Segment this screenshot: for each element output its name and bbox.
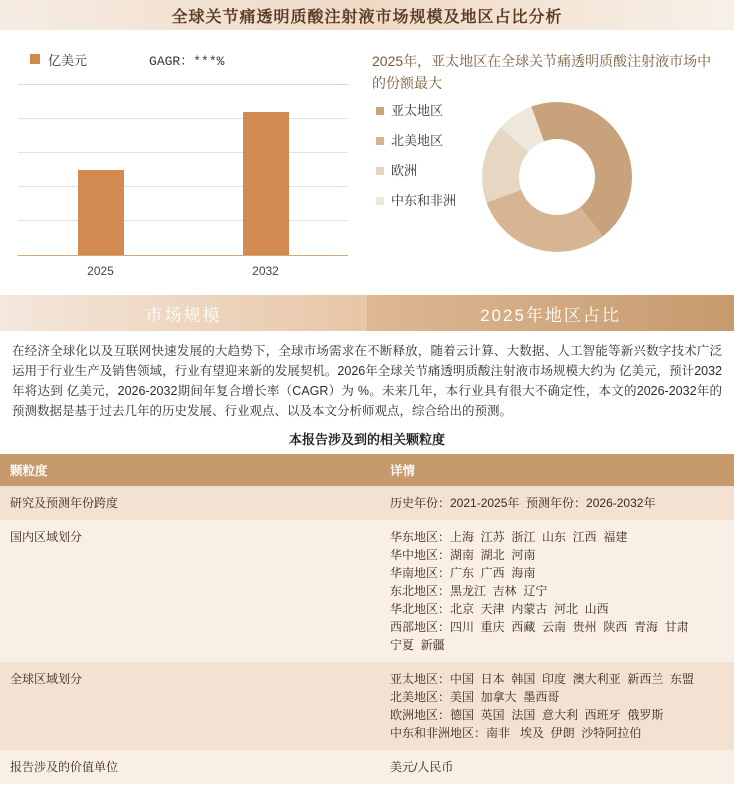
legend-swatch-icon [376, 107, 384, 115]
xtick-label: 2032 [252, 264, 279, 278]
detail-line: 华北地区：北京 天津 内蒙古 河北 山西 [390, 602, 609, 616]
legend-swatch-icon [376, 137, 384, 145]
donut-hole [519, 139, 595, 215]
detail-line: 西部地区：四川 重庆 西藏 云南 贵州 陕西 青海 甘肃 [390, 620, 689, 634]
page-title: 全球关节痛透明质酸注射液市场规模及地区占比分析 [171, 8, 563, 26]
table-cell-label: 国内区域划分 [0, 520, 380, 662]
table-cell-detail [380, 520, 734, 662]
bar-2032 [243, 112, 289, 255]
table-body [0, 486, 734, 784]
donut-body [366, 102, 734, 252]
legend-item [376, 132, 476, 150]
table-cell-label: 研究及预测年份跨度 [0, 486, 380, 520]
detail-line: 华南地区：广东 广西 海南 [390, 566, 536, 580]
bar-chart-xaxis [18, 264, 348, 278]
donut-chart [482, 102, 632, 252]
bar-chart-panel [0, 30, 366, 295]
banner-left-label: 市场规模 [0, 295, 367, 331]
detail-line: 东北地区：黑龙江 吉林 辽宁 [390, 584, 548, 598]
table-row [0, 750, 734, 784]
legend-item-label: 中东和非洲 [391, 193, 457, 208]
donut-chart-panel [366, 30, 734, 295]
detail-line: 华中地区：湖南 湖北 河南 [390, 548, 536, 562]
visual-row [0, 30, 734, 295]
table-cell-label: 全球区域划分 [0, 662, 380, 750]
table-header-cell: 颗粒度 [0, 454, 380, 486]
bar-chart-legend [0, 40, 366, 70]
bar-series [18, 85, 348, 255]
legend-item-label: 亚太地区 [391, 103, 444, 118]
banner-right-label: 2025年地区占比 [367, 295, 734, 331]
granularity-table [0, 454, 734, 784]
legend-item [376, 102, 476, 120]
table-cell-detail [380, 486, 734, 520]
gagr-annotation: GAGR：***% [149, 53, 225, 69]
table-header-row [0, 454, 734, 486]
detail-line: 美元/人民币 [390, 760, 454, 774]
table-cell-label: 报告涉及的价值单位 [0, 750, 380, 784]
table-row [0, 520, 734, 662]
detail-line: 中东和非洲地区：南非 埃及 伊朗 沙特阿拉伯 [390, 726, 642, 740]
legend-swatch-icon [376, 197, 384, 205]
legend-swatch-icon [30, 54, 40, 64]
legend-item-label: 北美地区 [391, 133, 444, 148]
table-header-cell: 详情 [380, 454, 734, 486]
table-row [0, 486, 734, 520]
legend-item [376, 162, 476, 180]
bar-legend-label: 亿美元 [48, 52, 88, 68]
legend-swatch-icon [376, 167, 384, 175]
detail-line: 历史年份：2021-2025年 预测年份：2026-2032年 [390, 496, 656, 510]
donut-headline: 2025年，亚太地区在全球关节痛透明质酸注射液市场中的份额最大 [372, 53, 712, 91]
detail-line: 欧洲地区：德国 英国 法国 意大利 西班牙 俄罗斯 [390, 708, 664, 722]
detail-line: 亚太地区：中国 日本 韩国 印度 澳大利亚 新西兰 东盟 [390, 672, 695, 686]
summary-paragraph: 在经济全球化以及互联网快速发展的大趋势下，全球市场需求在不断释放，随着云计算、大数据、人工智能等新兴数字技术广泛运用于行业生产及销售领域，行业有望迎来新的发展契机。2026年全球关节痛透明质酸注射液市场规模大约为 亿美元，预计2032年将达到 亿美元，2026-2032期间年复合增长率（CAGR）为 %。未来几年，本行业具有很大不确定性，本文的2026-2032年的预测数据是基于过去几年的历史发展、行业观点、以及本文分析师观点，综合给出的预测。 [12, 344, 722, 418]
section-banner [0, 295, 734, 331]
legend-item-label: 欧洲 [391, 163, 418, 178]
detail-line: 北美地区：美国 加拿大 墨西哥 [390, 690, 560, 704]
table-cell-detail [380, 750, 734, 784]
detail-line: 华东地区：上海 江苏 浙江 山东 江西 福建 [390, 530, 628, 544]
donut-legend [366, 102, 476, 252]
xtick-label: 2025 [87, 264, 114, 278]
detail-line: 宁夏 新疆 [390, 638, 445, 652]
bar-2025 [78, 170, 124, 255]
table-row [0, 662, 734, 750]
bar-chart-plot [18, 84, 348, 256]
table-caption: 本报告涉及到的相关颗粒度 [288, 432, 445, 447]
legend-item [376, 192, 476, 210]
table-cell-detail [380, 662, 734, 750]
page-title-bar [0, 0, 734, 30]
